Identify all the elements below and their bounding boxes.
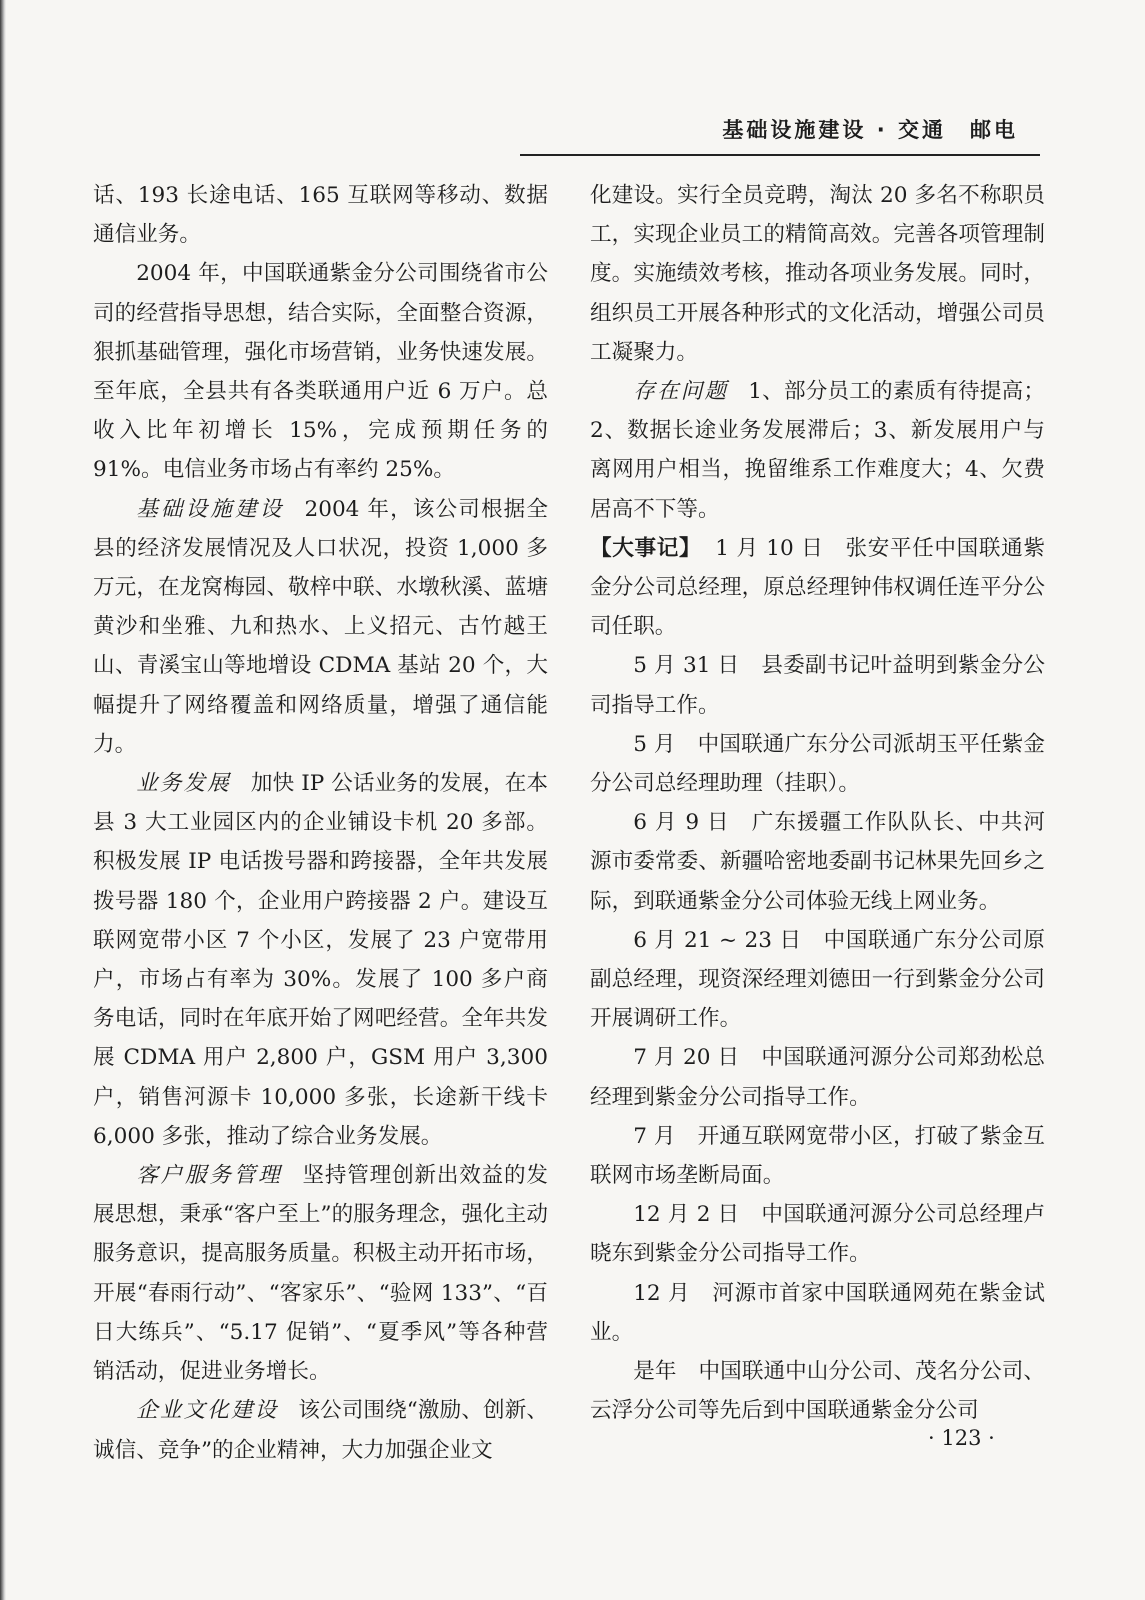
event-entry — [590, 1195, 1045, 1273]
event-date: 7 月 20 日 — [633, 1045, 740, 1071]
event-entry — [590, 1038, 1045, 1116]
page-edge-shadow — [0, 0, 6, 1600]
section-heading: 业务发展 — [136, 771, 231, 797]
event-date: 7 月 — [633, 1123, 676, 1149]
event-text: 县委副书记叶益明到紫金分公司指导工作。 — [590, 653, 1045, 718]
paragraph-text: 2004 年，该公司根据全县的经济发展情况及人口状况，投资 1,000 多万元，在龙窝梅园、敬梓中联、水墩秋溪、蓝塘黄沙和坐雅、九和热水、上义招元、古竹越王山、青溪宝山等地增设 CDMA 基站 20 个，大幅提升了网络覆盖和网络质量，增强了通信能力。 — [93, 496, 548, 757]
event-text: 开通互联网宽带小区，打破了紫金互联网市场垄断局面。 — [590, 1123, 1045, 1189]
event-entry — [590, 1117, 1045, 1195]
paragraph-customer-service — [93, 1156, 548, 1391]
event-date: 5 月 31 日 — [633, 653, 740, 679]
paragraph-business — [93, 764, 548, 1156]
running-head — [520, 108, 1040, 156]
paragraph-continuation — [93, 176, 548, 254]
event-entry — [590, 1352, 1045, 1430]
paragraph-text: 化建设。实行全员竞聘，淘汰 20 多名不称职员工，实现企业员工的精简高效。完善各项管理制度。实施绩效考核，推动各项业务发展。同时，组织员工开展各种形式的文化活动，增强公司员工凝聚力。 — [590, 183, 1045, 365]
paragraph-text: 该公司围绕“激励、创新、诚信、竞争”的企业精神，大力加强企业文 — [93, 1398, 548, 1463]
event-entry — [590, 803, 1045, 921]
paragraph-text: 坚持管理创新出效益的发展思想，秉承“客户至上”的服务理念，强化主动服务意识，提高服务质量。积极主动开拓市场，开展“春雨行动”、“客家乐”、“验网 133”、“百日大练兵”、“5.17 促销”、“夏季风”等各种营销活动，促进业务增长。 — [93, 1163, 548, 1385]
event-text: 河源市首家中国联通网苑在紫金试业。 — [590, 1280, 1045, 1345]
section-heading: 企业文化建设 — [136, 1398, 279, 1424]
event-date: 5 月 — [633, 731, 676, 757]
paragraph-text: 2004 年，中国联通紫金分公司围绕省市公司的经营指导思想，结合实际，全面整合资源，狠抓基础管理，强化市场营销，业务快速发展。至年底，全县共有各类联通用户近 6 万户。总收入比年初增长 15%，完成预期任务的 91%。电信业务市场占有率约 25%。 — [93, 261, 548, 483]
paragraph-infrastructure — [93, 490, 548, 764]
paragraph-text: 话、193 长途电话、165 互联网等移动、数据通信业务。 — [93, 183, 548, 248]
paragraph-continuation — [590, 176, 1045, 372]
event-entry — [590, 725, 1045, 803]
event-entry — [590, 646, 1045, 724]
page-number: · 123 · — [928, 1426, 995, 1450]
event-date: 1 月 10 日 — [715, 535, 824, 561]
event-text: 中国联通广东分公司原副总经理，现资深经理刘德田一行到紫金分公司开展调研工作。 — [590, 927, 1045, 1032]
event-date: 12 月 — [633, 1280, 691, 1306]
event-text: 张安平任中国联通紫金分公司总经理，原总经理钟伟权调任连平分公司任职。 — [590, 535, 1045, 640]
event-date: 12 月 2 日 — [633, 1202, 740, 1228]
event-entry — [590, 1274, 1045, 1352]
paragraph-problems — [590, 372, 1045, 529]
event-text: 广东援疆工作队队长、中共河源市委常委、新疆哈密地委副书记林果先回乡之际，到联通紫金分公司体验无线上网业务。 — [590, 810, 1045, 914]
right-column — [590, 176, 1045, 1431]
section-heading: 存在问题 — [633, 379, 729, 405]
paragraph-culture — [93, 1391, 548, 1469]
left-column — [93, 176, 548, 1470]
event-text: 中国联通中山分公司、茂名分公司、云浮分公司等先后到中国联通紫金分公司 — [590, 1359, 1045, 1424]
running-head-title: 基础设施建设 · 交通 邮电 — [722, 118, 1018, 142]
event-date: 是年 — [633, 1359, 677, 1385]
event-date: 6 月 21 ~ 23 日 — [633, 927, 802, 953]
event-text: 中国联通广东分公司派胡玉平任紫金分公司总经理助理（挂职）。 — [590, 731, 1045, 797]
section-heading: 基础设施建设 — [136, 496, 285, 522]
event-text: 中国联通河源分公司郑劲松总经理到紫金分公司指导工作。 — [590, 1045, 1045, 1110]
event-entry — [590, 529, 1045, 647]
event-date: 6 月 9 日 — [633, 810, 730, 836]
event-text: 中国联通河源分公司总经理卢晓东到紫金分公司指导工作。 — [590, 1202, 1045, 1267]
paragraph-text: 1、部分员工的素质有待提高；2、数据长途业务发展滞后；3、新发展用户与离网用户相当，挽留维系工作难度大；4、欠费居高不下等。 — [590, 379, 1045, 522]
paragraph-text: 加快 IP 公话业务的发展，在本县 3 大工业园区内的企业铺设卡机 20 多部。积极发展 IP 电话拨号器和跨接器，全年共发展拨号器 180 个，企业用户跨接器 2 户。建设互联网宽带小区 7 个小区，发展了 23 户宽带用户，市场占有率为 30%。发展了 100 多户商务电话，同时在年底开始了网吧经营。全年共发展 CDMA 用户 2,800 户，GSM 用户 3,300 户，销售河源卡 10,000 多张，长途新干线卡 6,000 多张，推动了综合业务发展。 — [93, 771, 548, 1149]
event-entry — [590, 921, 1045, 1039]
section-heading: 客户服务管理 — [136, 1163, 283, 1189]
paragraph-overview — [93, 254, 548, 489]
events-heading: 【大事记】 — [590, 535, 702, 561]
